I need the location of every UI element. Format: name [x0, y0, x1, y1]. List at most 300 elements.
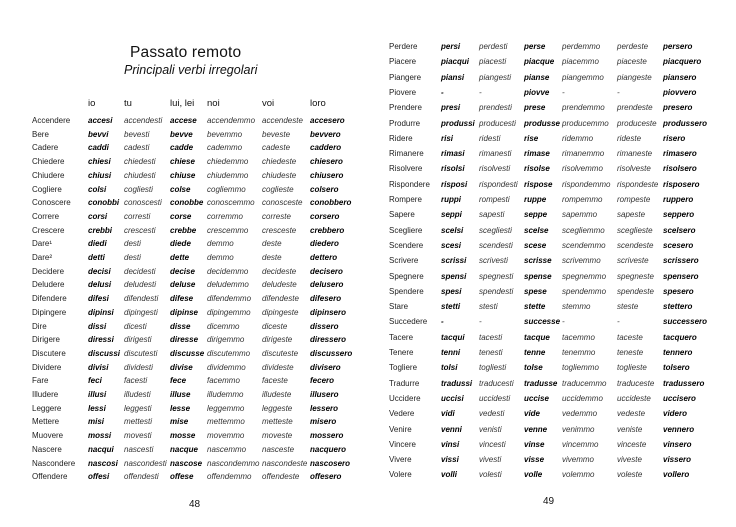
- form-loro: vennero: [663, 424, 695, 434]
- verb-infinitive: Uccidere: [389, 393, 421, 403]
- table-row: [0, 169, 368, 182]
- form-noi: vincemmo: [562, 439, 599, 449]
- form-voi: divideste: [262, 362, 294, 372]
- form-io: dissi: [88, 321, 107, 331]
- form-voi: perdeste: [617, 42, 649, 51]
- verb-infinitive: Dirigere: [32, 335, 61, 345]
- form-io: diressi: [88, 335, 114, 345]
- form-lui-lei: crebbe: [170, 225, 197, 235]
- form-tu: piacesti: [479, 57, 507, 67]
- table-row: [368, 407, 736, 420]
- form-tu: difendesti: [124, 294, 159, 304]
- form-loro: scelsero: [663, 225, 696, 235]
- form-io: bevvi: [88, 129, 109, 139]
- table-row: [0, 141, 368, 154]
- form-noi: prendemmo: [562, 103, 605, 113]
- form-noi: spendemmo: [562, 286, 607, 296]
- form-lui-lei: produsse: [524, 118, 561, 128]
- form-lui-lei: decise: [170, 266, 195, 276]
- form-tu: spegnesti: [479, 271, 514, 281]
- form-tu: cadesti: [124, 143, 150, 153]
- form-loro: piovvero: [663, 87, 697, 97]
- form-voi: metteste: [262, 417, 293, 427]
- form-tu: prendesti: [479, 103, 512, 113]
- form-tu: corresti: [124, 211, 151, 221]
- form-noi: bevemmo: [207, 129, 243, 139]
- verb-infinitive: Cadere: [32, 143, 59, 153]
- form-voi: illudeste: [262, 390, 292, 399]
- form-voi: decideste: [262, 266, 297, 276]
- form-voi: nasceste: [262, 444, 295, 454]
- form-tu: dicesti: [124, 321, 147, 331]
- form-tu: illudesti: [124, 390, 151, 399]
- form-lui-lei: chiese: [170, 157, 195, 167]
- form-loro: diedero: [310, 239, 339, 249]
- form-lui-lei: diede: [170, 239, 191, 249]
- form-lui-lei: divise: [170, 362, 193, 372]
- verb-infinitive: Risolvere: [389, 164, 423, 174]
- form-noi: rompemmo: [562, 195, 603, 204]
- form-loro: colsero: [310, 184, 339, 194]
- form-voi: conosceste: [262, 198, 303, 208]
- table-row: [368, 55, 736, 68]
- form-voi: piangeste: [617, 72, 652, 82]
- form-voi: beveste: [262, 129, 291, 139]
- table-row: [0, 114, 368, 127]
- form-noi: togliemmo: [562, 363, 599, 373]
- verb-infinitive: Conoscere: [32, 198, 71, 208]
- header-lui-lei: lui, lei: [170, 98, 195, 109]
- verb-infinitive: Ridere: [389, 133, 413, 143]
- form-tu: decidesti: [124, 266, 156, 276]
- form-lui-lei: pianse: [524, 72, 550, 82]
- form-noi: ridemmo: [562, 133, 594, 143]
- form-io: stetti: [441, 302, 461, 312]
- form-noi: cogliemmo: [207, 184, 246, 194]
- form-io: produssi: [441, 118, 475, 128]
- form-noi: discutemmo: [207, 348, 251, 358]
- table-row: [368, 193, 736, 206]
- form-lui-lei: stette: [524, 302, 546, 312]
- form-lui-lei: visse: [524, 455, 545, 465]
- form-noi: piacemmo: [562, 57, 599, 67]
- form-io: vissi: [441, 455, 459, 465]
- form-voi: prendeste: [617, 103, 653, 113]
- form-voi: piaceste: [617, 57, 647, 67]
- form-voi: scendeste: [617, 240, 654, 250]
- form-io: -: [441, 87, 444, 97]
- form-loro: nacquero: [310, 444, 347, 454]
- form-loro: seppero: [663, 210, 695, 220]
- form-tu: dipingesti: [124, 307, 158, 317]
- form-lui-lei: discusse: [170, 348, 205, 358]
- verb-infinitive: Tacere: [389, 332, 414, 342]
- form-io: scelsi: [441, 225, 464, 235]
- form-io: risi: [441, 133, 454, 143]
- form-lui-lei: mise: [170, 417, 189, 427]
- form-noi: vedemmo: [562, 409, 598, 419]
- form-loro: chiusero: [310, 170, 344, 180]
- form-loro: presero: [663, 103, 693, 113]
- form-io: nacqui: [88, 444, 114, 454]
- verb-infinitive: Rompere: [389, 195, 422, 204]
- table-row: [368, 331, 736, 344]
- form-tu: movesti: [124, 431, 152, 441]
- table-row: [368, 361, 736, 374]
- form-tu: tenesti: [479, 348, 503, 357]
- form-voi: moveste: [262, 431, 293, 441]
- form-io: accesi: [88, 116, 113, 125]
- form-noi: crescemmo: [207, 225, 249, 235]
- table-row: [368, 40, 736, 53]
- form-tu: discutesti: [124, 348, 158, 358]
- form-lui-lei: prese: [524, 103, 546, 113]
- form-voi: faceste: [262, 376, 288, 386]
- verb-infinitive: Cogliere: [32, 184, 62, 194]
- form-io: seppi: [441, 210, 462, 220]
- table-row: [0, 347, 368, 360]
- form-tu: conoscesti: [124, 198, 162, 208]
- page-number: 48: [189, 499, 201, 510]
- form-tu: volesti: [479, 470, 502, 480]
- form-voi: uccideste: [617, 393, 651, 403]
- form-lui-lei: rimase: [524, 149, 550, 159]
- form-tu: spendesti: [479, 286, 514, 296]
- form-voi: viveste: [617, 455, 642, 465]
- form-loro: risposero: [663, 179, 700, 189]
- table-row: [368, 147, 736, 160]
- form-voi: scriveste: [617, 256, 649, 266]
- form-noi: decidemmo: [207, 266, 249, 276]
- form-loro: vinsero: [663, 439, 692, 449]
- form-noi: dicemmo: [207, 321, 240, 331]
- table-row: [0, 265, 368, 278]
- form-tu: accendesti: [124, 116, 163, 125]
- form-loro: vissero: [663, 455, 692, 465]
- form-io: divisi: [88, 362, 109, 372]
- form-lui-lei: bevve: [170, 129, 193, 139]
- form-io: risolsi: [441, 164, 465, 174]
- form-io: corsi: [88, 211, 108, 221]
- form-io: misi: [88, 417, 105, 427]
- form-voi: discuteste: [262, 348, 299, 358]
- form-tu: nascondesti: [124, 458, 167, 468]
- header-noi: noi: [207, 98, 220, 109]
- verb-infinitive: Scegliere: [389, 225, 423, 235]
- form-voi: teneste: [617, 348, 644, 357]
- form-io: tenni: [441, 348, 461, 357]
- form-noi: spegnemmo: [562, 271, 607, 281]
- form-voi: chiedeste: [262, 157, 297, 167]
- form-tu: ridesti: [479, 133, 501, 143]
- form-loro: crebbero: [310, 225, 345, 235]
- table-row: [368, 300, 736, 313]
- form-io: vinsi: [441, 439, 460, 449]
- verb-infinitive: Chiedere: [32, 157, 65, 167]
- form-voi: rimaneste: [617, 149, 653, 159]
- verb-infinitive: Difendere: [32, 294, 67, 304]
- form-io: lessi: [88, 403, 106, 413]
- verb-infinitive: Venire: [389, 424, 412, 434]
- form-lui-lei: tacque: [524, 332, 550, 342]
- header-loro: loro: [310, 98, 326, 109]
- form-io: mossi: [88, 431, 112, 441]
- table-row: [368, 377, 736, 390]
- form-noi: deludemmo: [207, 280, 249, 290]
- form-loro: illusero: [310, 390, 339, 399]
- form-noi: chiudemmo: [207, 170, 249, 180]
- form-loro: caddero: [310, 143, 342, 153]
- form-lui-lei: conobbe: [170, 198, 204, 208]
- form-lui-lei: difese: [170, 294, 194, 304]
- form-loro: delusero: [310, 280, 344, 290]
- form-lui-lei: scrisse: [524, 256, 552, 266]
- form-noi: conoscemmo: [207, 198, 255, 208]
- form-tu: venisti: [479, 424, 502, 434]
- form-tu: scendesti: [479, 240, 513, 250]
- form-lui-lei: rispose: [524, 179, 553, 189]
- form-lui-lei: disse: [170, 321, 191, 331]
- form-noi: venimmo: [562, 424, 595, 434]
- verb-infinitive: Togliere: [389, 363, 418, 373]
- form-voi: cresceste: [262, 225, 297, 235]
- form-io: difesi: [88, 294, 109, 304]
- form-lui-lei: tenne: [524, 348, 546, 357]
- form-tu: sapesti: [479, 210, 505, 220]
- form-voi: taceste: [617, 332, 643, 342]
- table-row: [368, 453, 736, 466]
- verb-infinitive: Piovere: [389, 87, 417, 97]
- verb-infinitive: Chiudere: [32, 170, 65, 180]
- form-noi: mettemmo: [207, 417, 245, 427]
- verb-infinitive: Dare¹: [32, 239, 53, 249]
- form-tu: tacesti: [479, 332, 503, 342]
- table-row: [0, 251, 368, 264]
- form-tu: bevesti: [124, 129, 150, 139]
- form-loro: spesero: [663, 286, 694, 296]
- verb-infinitive: Deludere: [32, 280, 65, 290]
- form-tu: uccidesti: [479, 393, 511, 403]
- form-noi: scrivemmo: [562, 256, 601, 266]
- form-tu: chiedesti: [124, 157, 156, 167]
- form-tu: crescesti: [124, 225, 156, 235]
- form-noi: chiedemmo: [207, 157, 249, 167]
- form-voi: veniste: [617, 424, 643, 434]
- form-tu: offendesti: [124, 472, 159, 482]
- verb-infinitive: Leggere: [32, 403, 62, 413]
- form-io: discussi: [88, 348, 121, 358]
- form-tu: traducesti: [479, 378, 514, 388]
- table-row: [368, 270, 736, 283]
- form-lui-lei: illuse: [170, 390, 191, 399]
- form-lui-lei: scese: [524, 240, 547, 250]
- form-lui-lei: chiuse: [170, 170, 196, 180]
- form-lui-lei: successe: [524, 317, 561, 327]
- form-lui-lei: ruppe: [524, 195, 547, 204]
- form-lui-lei: dipinse: [170, 307, 199, 317]
- form-noi: offendemmo: [207, 472, 252, 482]
- form-io: scrissi: [441, 256, 467, 266]
- form-loro: offesero: [310, 472, 342, 482]
- form-io: presi: [441, 103, 461, 113]
- verb-infinitive: Dare²: [32, 253, 53, 262]
- form-tu: perdesti: [479, 42, 508, 51]
- verb-infinitive: Tenere: [389, 348, 414, 357]
- form-loro: corsero: [310, 211, 340, 221]
- verb-infinitive: Scrivere: [389, 256, 419, 266]
- form-loro: conobbero: [310, 198, 352, 208]
- table-row: [0, 443, 368, 456]
- form-lui-lei: perse: [524, 42, 546, 51]
- form-noi: stemmo: [562, 302, 591, 312]
- form-lui-lei: diresse: [170, 335, 199, 345]
- form-voi: sceglieste: [617, 225, 653, 235]
- form-noi: vivemmo: [562, 455, 595, 465]
- form-voi: chiudeste: [262, 170, 297, 180]
- header-voi: voi: [262, 98, 275, 109]
- form-voi: dipingeste: [262, 307, 299, 317]
- table-row: [0, 237, 368, 250]
- form-loro: piacquero: [663, 57, 702, 67]
- form-io: chiesi: [88, 157, 111, 167]
- form-lui-lei: uccise: [524, 393, 549, 403]
- form-io: caddi: [88, 143, 109, 153]
- form-noi: -: [562, 317, 565, 327]
- table-row: [0, 196, 368, 209]
- form-voi: rispondeste: [617, 179, 659, 189]
- form-noi: perdemmo: [562, 42, 601, 51]
- form-lui-lei: scelse: [524, 225, 549, 235]
- form-voi: rideste: [617, 133, 642, 143]
- verb-infinitive: Nascondere: [32, 458, 76, 468]
- table-row: [368, 346, 736, 359]
- form-tu: vedesti: [479, 409, 505, 419]
- table-row: [0, 333, 368, 346]
- form-io: ruppi: [441, 195, 461, 204]
- form-loro: mossero: [310, 431, 344, 441]
- form-loro: dissero: [310, 321, 339, 331]
- verb-infinitive: Vincere: [389, 439, 416, 449]
- form-voi: difendeste: [262, 294, 299, 304]
- form-noi: rispondemmo: [562, 179, 611, 189]
- form-tu: leggesti: [124, 403, 152, 413]
- form-tu: desti: [124, 239, 141, 249]
- form-tu: -: [479, 317, 482, 327]
- form-loro: rimasero: [663, 149, 697, 159]
- form-lui-lei: deluse: [170, 280, 196, 290]
- form-lui-lei: vide: [524, 409, 541, 419]
- table-row: [0, 470, 368, 483]
- form-voi: correste: [262, 211, 291, 221]
- verb-infinitive: Succedere: [389, 317, 428, 327]
- form-loro: misero: [310, 417, 337, 427]
- form-io: persi: [441, 42, 461, 51]
- form-loro: bevvero: [310, 129, 341, 139]
- form-loro: tacquero: [663, 332, 697, 342]
- form-tu: cogliesti: [124, 184, 153, 194]
- form-noi: risolvemmo: [562, 164, 603, 174]
- form-loro: successero: [663, 317, 708, 327]
- form-lui-lei: cadde: [170, 143, 194, 153]
- form-noi: dipingemmo: [207, 307, 251, 317]
- verb-infinitive: Correre: [32, 211, 60, 221]
- form-tu: vincesti: [479, 439, 506, 449]
- table-row: [0, 320, 368, 333]
- form-io: rimasi: [441, 149, 465, 159]
- verb-infinitive: Fare: [32, 376, 49, 386]
- form-tu: dirigesti: [124, 335, 152, 345]
- form-io: conobbi: [88, 198, 120, 208]
- form-noi: producemmo: [562, 118, 609, 128]
- verb-infinitive: Mettere: [32, 417, 60, 427]
- table-row: [368, 285, 736, 298]
- form-io: delusi: [88, 280, 112, 290]
- form-io: illusi: [88, 390, 107, 399]
- form-loro: tradussero: [663, 378, 705, 388]
- table-row: [368, 239, 736, 252]
- form-noi: facemmo: [207, 376, 240, 386]
- form-loro: tennero: [663, 348, 693, 357]
- form-noi: cademmo: [207, 143, 243, 153]
- form-tu: scrivesti: [479, 256, 508, 266]
- form-tu: nascesti: [124, 444, 154, 454]
- table-row: [368, 392, 736, 405]
- form-voi: sapeste: [617, 210, 646, 220]
- form-noi: accendemmo: [207, 116, 256, 125]
- form-lui-lei: accese: [170, 116, 197, 125]
- form-voi: deste: [262, 239, 282, 249]
- form-voi: nascondeste: [262, 458, 308, 468]
- form-tu: desti: [124, 253, 141, 262]
- form-tu: vivesti: [479, 455, 502, 465]
- form-lui-lei: venne: [524, 424, 548, 434]
- verb-infinitive: Perdere: [389, 42, 418, 51]
- verb-infinitive: Decidere: [32, 266, 65, 276]
- table-row: [0, 224, 368, 237]
- form-voi: accendeste: [262, 116, 303, 125]
- verb-infinitive: Crescere: [32, 225, 65, 235]
- table-row: [0, 402, 368, 415]
- form-voi: deste: [262, 253, 282, 262]
- verb-infinitive: Bere: [32, 129, 49, 139]
- verb-infinitive: Rimanere: [389, 149, 424, 159]
- table-row: [0, 388, 368, 401]
- form-io: venni: [441, 424, 462, 434]
- form-voi: coglieste: [262, 184, 294, 194]
- form-loro: spensero: [663, 271, 699, 281]
- form-io: spensi: [441, 271, 467, 281]
- form-tu: mettesti: [124, 417, 153, 427]
- table-row: [368, 117, 736, 130]
- form-io: crebbi: [88, 225, 113, 235]
- form-tu: scegliesti: [479, 225, 512, 235]
- form-voi: rompeste: [617, 195, 651, 204]
- form-lui-lei: nascose: [170, 458, 203, 468]
- form-io: tacqui: [441, 332, 465, 342]
- form-io: feci: [88, 376, 102, 386]
- form-loro: stettero: [663, 302, 693, 312]
- table-row: [368, 438, 736, 451]
- table-row: [368, 132, 736, 145]
- table-row: [368, 162, 736, 175]
- form-loro: scesero: [663, 240, 694, 250]
- form-voi: -: [617, 317, 620, 327]
- verb-infinitive: Muovere: [32, 431, 64, 441]
- verb-infinitive: Spendere: [389, 286, 424, 296]
- form-voi: steste: [617, 302, 639, 312]
- form-voi: toglieste: [617, 363, 647, 373]
- form-tu: stesti: [479, 302, 498, 312]
